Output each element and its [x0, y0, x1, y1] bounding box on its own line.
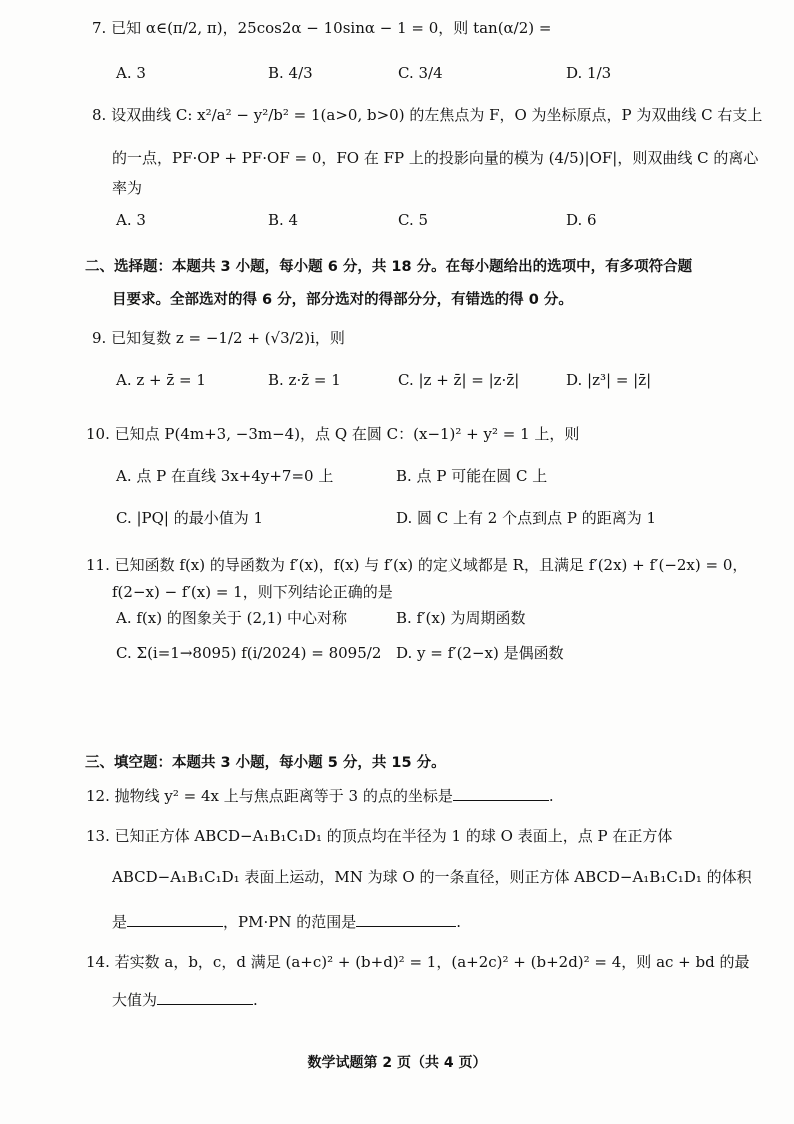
question-13-line-3 [112, 912, 461, 932]
q7-option-b: B. 4/3 [268, 64, 313, 82]
page-footer: 数学试题第 2 页（共 4 页） [307, 1055, 487, 1071]
q7-option-a: A. 3 [116, 64, 146, 82]
question-8-line-2: 的一点，PF·OP + PF·OF = 0，FO 在 FP 上的投影向量的模为 (4/5)|OF|，则双曲线 C 的离心 [112, 149, 759, 167]
q10-option-c: C. |PQ| 的最小值为 1 [116, 509, 264, 527]
q13-answer-blank-2 [356, 926, 456, 927]
q7-option-c: C. 3/4 [398, 64, 443, 82]
question-13-line-2: ABCD−A₁B₁C₁D₁ 表面上运动，MN 为球 O 的一条直径，则正方体 ABCD−A₁B₁C₁D₁ 的体积 [112, 868, 752, 886]
q12-tail: . [548, 787, 554, 805]
q9-option-a: A. z + z̄ = 1 [116, 371, 206, 389]
q10-option-b: B. 点 P 可能在圆 C 上 [396, 467, 548, 485]
section-2-heading-line-1: 二、选择题：本题共 3 小题，每小题 6 分，共 18 分。在每小题给出的选项中，有多项符合题 [85, 259, 693, 275]
q7-option-d: D. 1/3 [566, 64, 612, 82]
q8-option-a: A. 3 [116, 211, 146, 229]
q12-answer-blank [453, 800, 549, 801]
q9-option-d: D. |z³| = |z̄| [566, 371, 652, 389]
q11-option-d: D. y = f′(2−x) 是偶函数 [396, 644, 564, 662]
q9-option-b: B. z·z̄ = 1 [268, 371, 341, 389]
q13-line3-start: 是 [112, 913, 128, 931]
question-11-line-1: 11. 已知函数 f(x) 的导函数为 f′(x)，f(x) 与 f′(x) 的定义域都是 R，且满足 f′(2x) + f′(−2x) = 0， [86, 556, 748, 574]
q8-option-c: C. 5 [398, 211, 429, 229]
q9-option-c: C. |z + z̄| = |z·z̄| [398, 371, 520, 389]
question-8-line-3: 率为 [112, 179, 143, 197]
question-13-line-1: 13. 已知正方体 ABCD−A₁B₁C₁D₁ 的顶点均在半径为 1 的球 O 表面上，点 P 在正方体 [86, 827, 673, 845]
section-2-heading-line-2: 目要求。全部选对的得 6 分，部分选对的得部分分，有错选的得 0 分。 [112, 292, 573, 308]
q10-option-d: D. 圆 C 上有 2 个点到点 P 的距离为 1 [396, 509, 657, 527]
question-12 [86, 786, 554, 806]
q13-tail: . [456, 913, 462, 931]
question-14-line-2 [112, 990, 258, 1010]
q14-tail: . [253, 991, 258, 1009]
section-3-heading: 三、填空题：本题共 3 小题，每小题 5 分，共 15 分。 [85, 755, 446, 771]
q13-line3-mid: ，PM·PN 的范围是 [223, 913, 357, 931]
question-9-stem: 9. 已知复数 z = −1/2 + (√3/2)i，则 [92, 329, 345, 347]
question-14-line-1: 14. 若实数 a，b，c，d 满足 (a+c)² + (b+d)² = 1，(a+2c)² + (b+2d)² = 4，则 ac + bd 的最 [86, 953, 750, 971]
q11-option-a: A. f(x) 的图象关于 (2,1) 中心对称 [116, 609, 347, 627]
question-11-line-2: f(2−x) − f′(x) = 1，则下列结论正确的是 [112, 583, 393, 601]
q11-option-b: B. f′(x) 为周期函数 [396, 609, 526, 627]
q8-option-d: D. 6 [566, 211, 597, 229]
q14-line2-start: 大值为 [112, 991, 158, 1009]
question-12-stem: 12. 抛物线 y² = 4x 上与焦点距离等于 3 的点的坐标是 [86, 787, 453, 805]
q14-answer-blank [157, 1004, 253, 1005]
q13-answer-blank-1 [127, 926, 223, 927]
q11-option-c: C. Σ(i=1→8095) f(i/2024) = 8095/2 [116, 644, 382, 662]
q10-option-a: A. 点 P 在直线 3x+4y+7=0 上 [116, 467, 334, 485]
question-8-line-1: 8. 设双曲线 C: x²/a² − y²/b² = 1(a>0, b>0) 的左焦点为 F，O 为坐标原点，P 为双曲线 C 右支上 [92, 106, 763, 124]
question-10-stem: 10. 已知点 P(4m+3, −3m−4)，点 Q 在圆 C：(x−1)² + y² = 1 上，则 [86, 425, 580, 443]
question-7-stem: 7. 已知 α∈(π/2, π)，25cos2α − 10sinα − 1 = 0，则 tan(α/2) = [92, 19, 552, 37]
q8-option-b: B. 4 [268, 211, 299, 229]
